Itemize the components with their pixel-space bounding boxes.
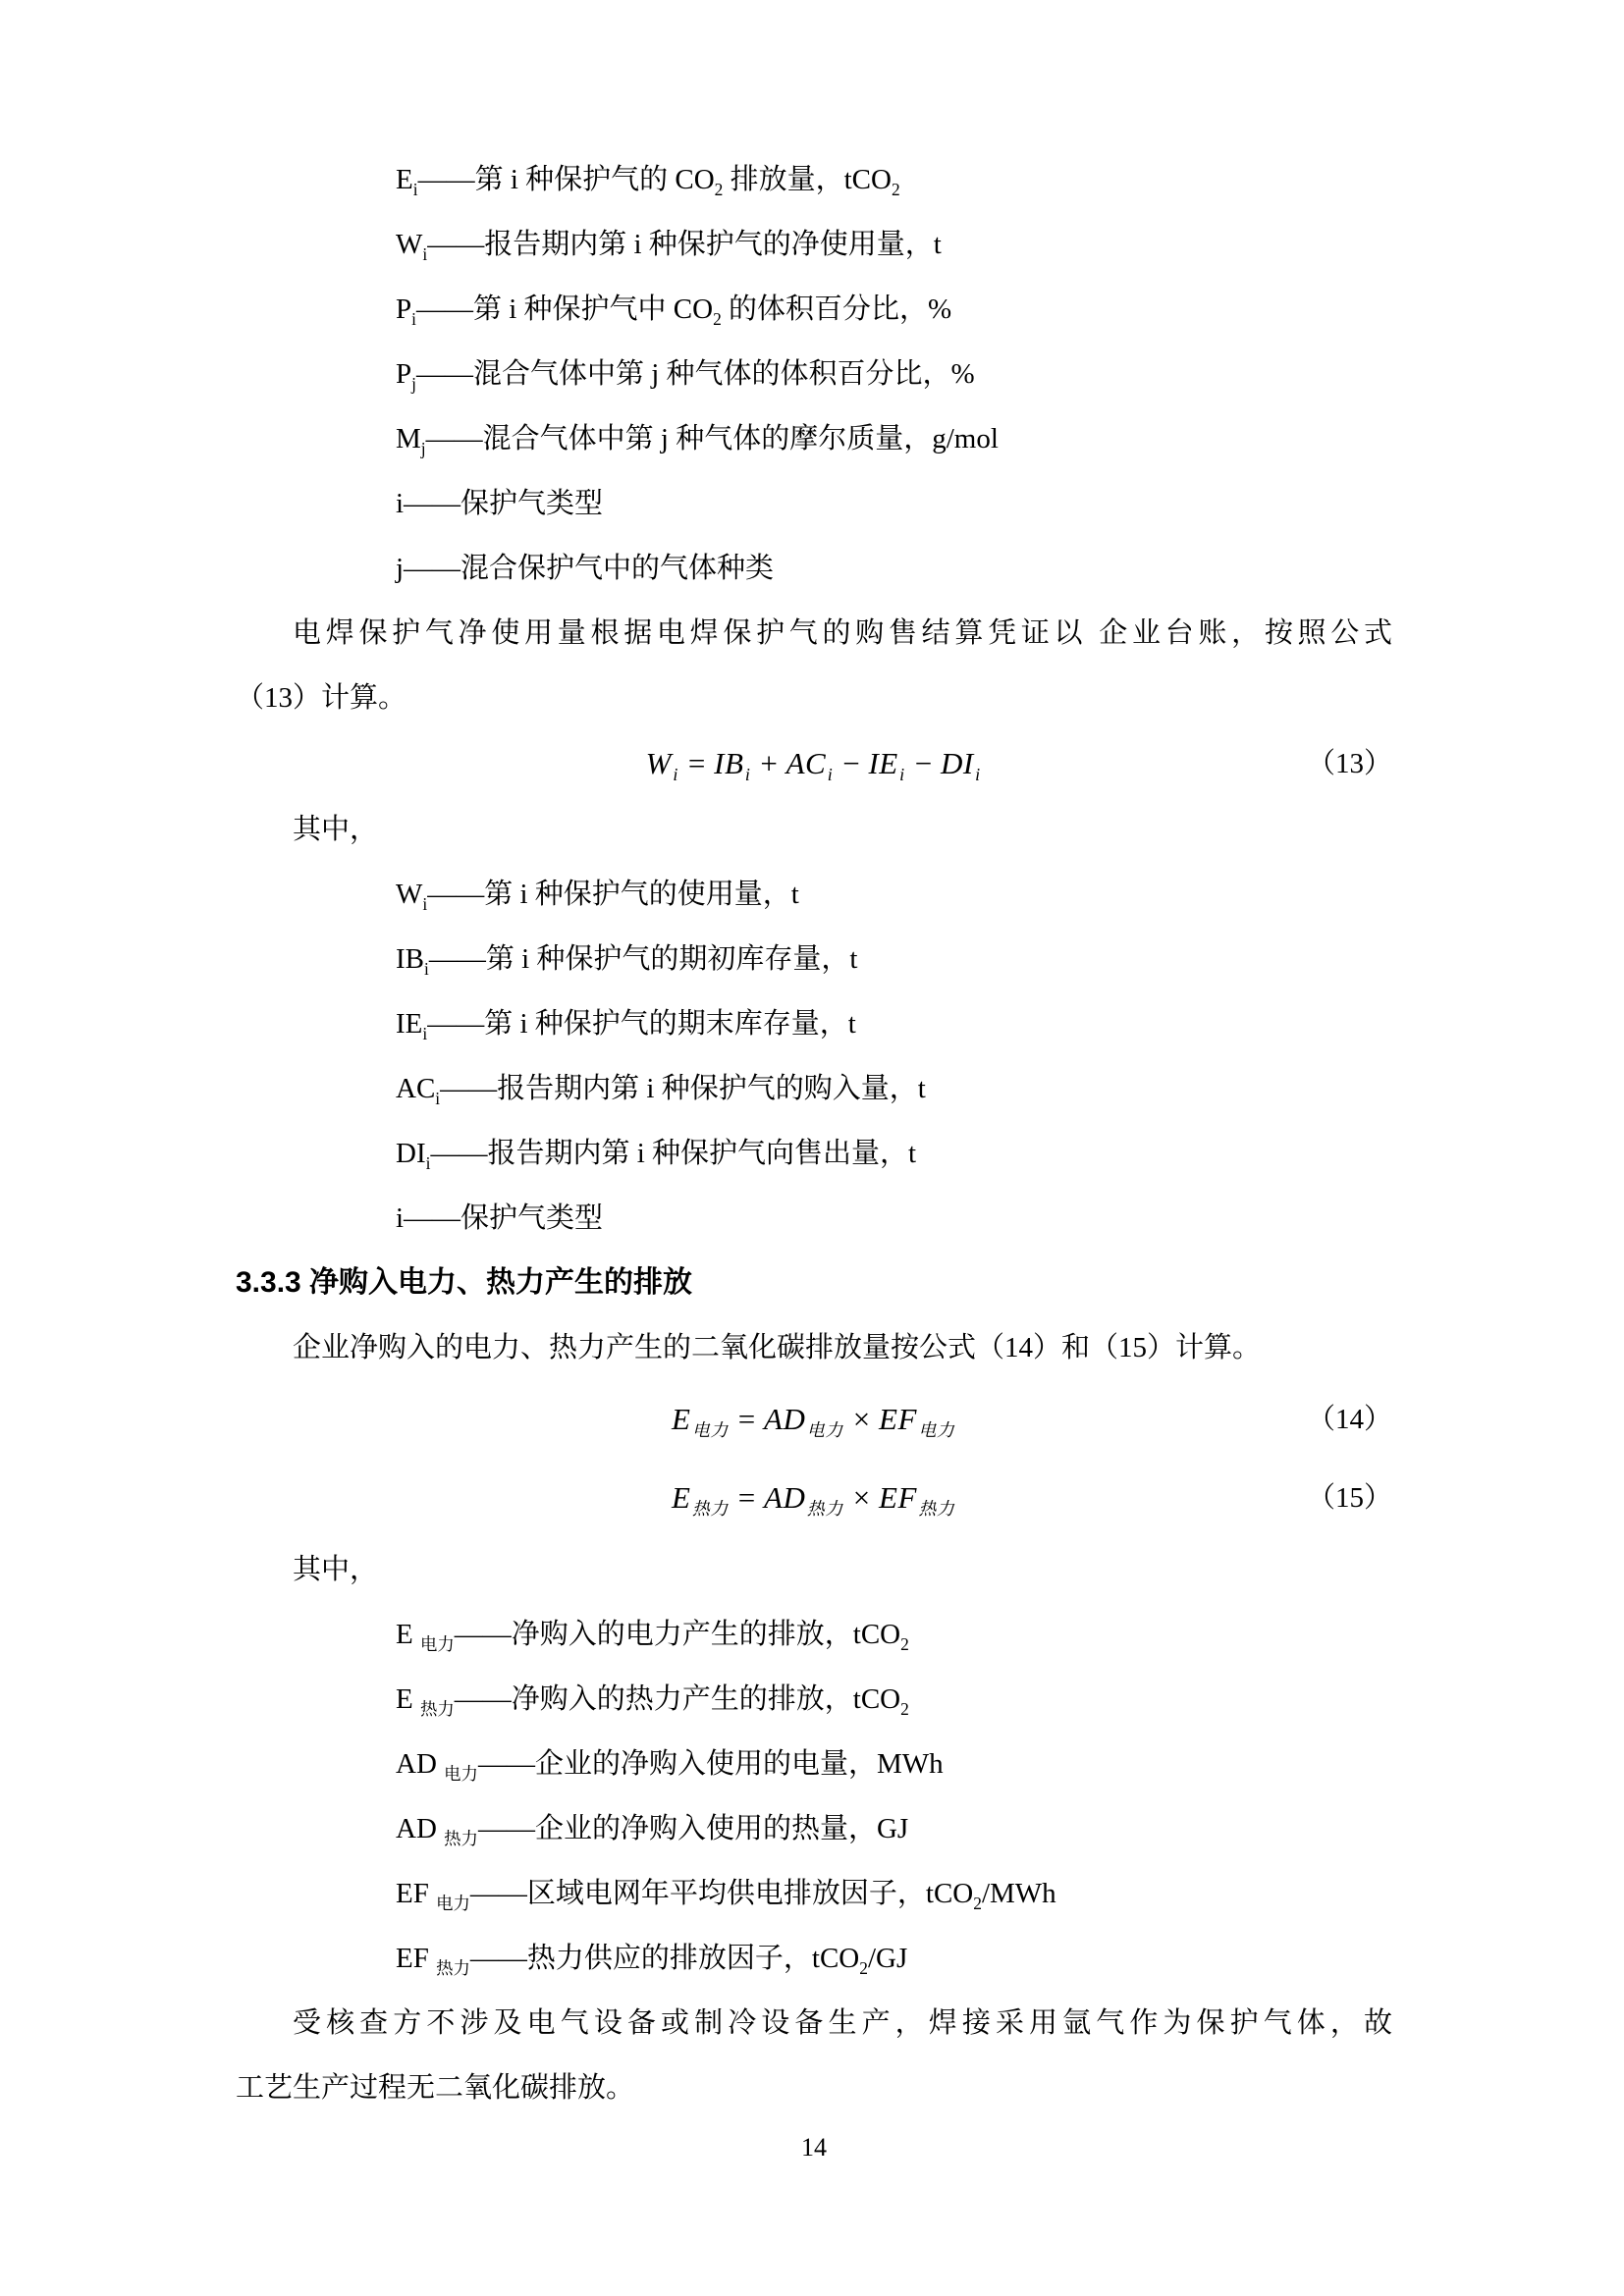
paragraph-line: 受核查方不涉及电气设备或制冷设备生产，焊接采用氩气作为保护气体，故 bbox=[293, 2007, 1392, 2039]
closing-paragraph bbox=[236, 1991, 1392, 2120]
definition-item: $P_j——$混合气体中第 j 种气体的体积百分比，% bbox=[396, 358, 975, 394]
paragraph-net-usage bbox=[236, 601, 1392, 730]
definition-item: E $_{热力}$——净购入的热力产生的排放，tCO$_2$ bbox=[396, 1683, 909, 1719]
formula-13 bbox=[236, 730, 1392, 797]
paragraph-line: 工艺生产过程无二氧化碳排放。 bbox=[236, 2072, 635, 2104]
definition-item: EF $_{热力}$——热力供应的排放因子，tCO$_2$/GJ bbox=[396, 1943, 908, 1978]
formula-body: $E_{热力} = AD_{热力} \times EF_{热力}$ bbox=[671, 1480, 955, 1520]
paragraph-line: （13）计算。 bbox=[236, 682, 407, 714]
formula-body: $E_{电力} = AD_{电力} \times EF_{电力}$ bbox=[671, 1402, 955, 1441]
definition-item: E $_{电力}$——净购入的电力产生的排放，tCO$_2$ bbox=[396, 1619, 909, 1654]
formula-body: $W_i = IB_i + AC_i - IE_i - DI_i$ bbox=[645, 746, 981, 785]
equation-number: （15） bbox=[1306, 1482, 1392, 1514]
page-number: 14 bbox=[801, 2133, 827, 2162]
definition-item: j——混合保护气中的气体种类 bbox=[396, 553, 775, 584]
definition-list-electricity-heat bbox=[236, 1602, 1392, 1991]
formula-15 bbox=[236, 1459, 1392, 1537]
definition-item: $E_i——$第 i 种保护气的 $CO_2$ 排放量，tCO$_2$ bbox=[396, 164, 900, 199]
definition-item: i——保护气类型 bbox=[396, 488, 604, 519]
definition-item: $P_i——$第 i 种保护气中 $CO_2$ 的体积百分比，% bbox=[396, 294, 952, 329]
definition-item: AD $_{热力}$——企业的净购入使用的热量，GJ bbox=[396, 1813, 909, 1848]
section-heading: 3.3.3 净购入电力、热力产生的排放 bbox=[236, 1266, 693, 1299]
equation-number: （13） bbox=[1306, 748, 1392, 779]
formula-14 bbox=[236, 1380, 1392, 1459]
equation-number: （14） bbox=[1306, 1404, 1392, 1435]
definition-item: EF $_{电力}$——区域电网年平均供电排放因子，tCO$_2$/MWh bbox=[396, 1878, 1056, 1913]
paragraph-line: 电焊保护气净使用量根据电焊保护气的购售结算凭证以 企业台账，按照公式 bbox=[293, 617, 1392, 649]
definition-item: $M_j——$混合气体中第 j 种气体的摩尔质量，g/mol bbox=[396, 423, 999, 458]
definition-item: $DI_i——$报告期内第 i 种保护气向售出量，t bbox=[396, 1138, 917, 1173]
definition-item: $W_i——$报告期内第 i 种保护气的净使用量，t bbox=[396, 229, 942, 264]
among-label: 其中， bbox=[293, 814, 379, 845]
definition-item: $AC_i——$报告期内第 i 种保护气的购入量，t bbox=[396, 1073, 926, 1108]
definition-item: AD $_{电力}$——企业的净购入使用的电量，MWh bbox=[396, 1748, 944, 1784]
definition-item: $IE_i——$第 i 种保护气的期末库存量，t bbox=[396, 1008, 856, 1043]
definition-item: i——保护气类型 bbox=[396, 1202, 604, 1234]
definition-list-formula-13 bbox=[236, 862, 1392, 1251]
definition-item: $IB_i——$第 i 种保护气的期初库存量，t bbox=[396, 943, 858, 979]
definition-list-shielding-gas bbox=[236, 147, 1392, 601]
definition-item: $W_i——$第 i 种保护气的使用量，t bbox=[396, 879, 799, 914]
section-intro-paragraph: 企业净购入的电力、热力产生的二氧化碳排放量按公式（14）和（15）计算。 bbox=[293, 1332, 1262, 1363]
among-label: 其中， bbox=[293, 1554, 379, 1585]
